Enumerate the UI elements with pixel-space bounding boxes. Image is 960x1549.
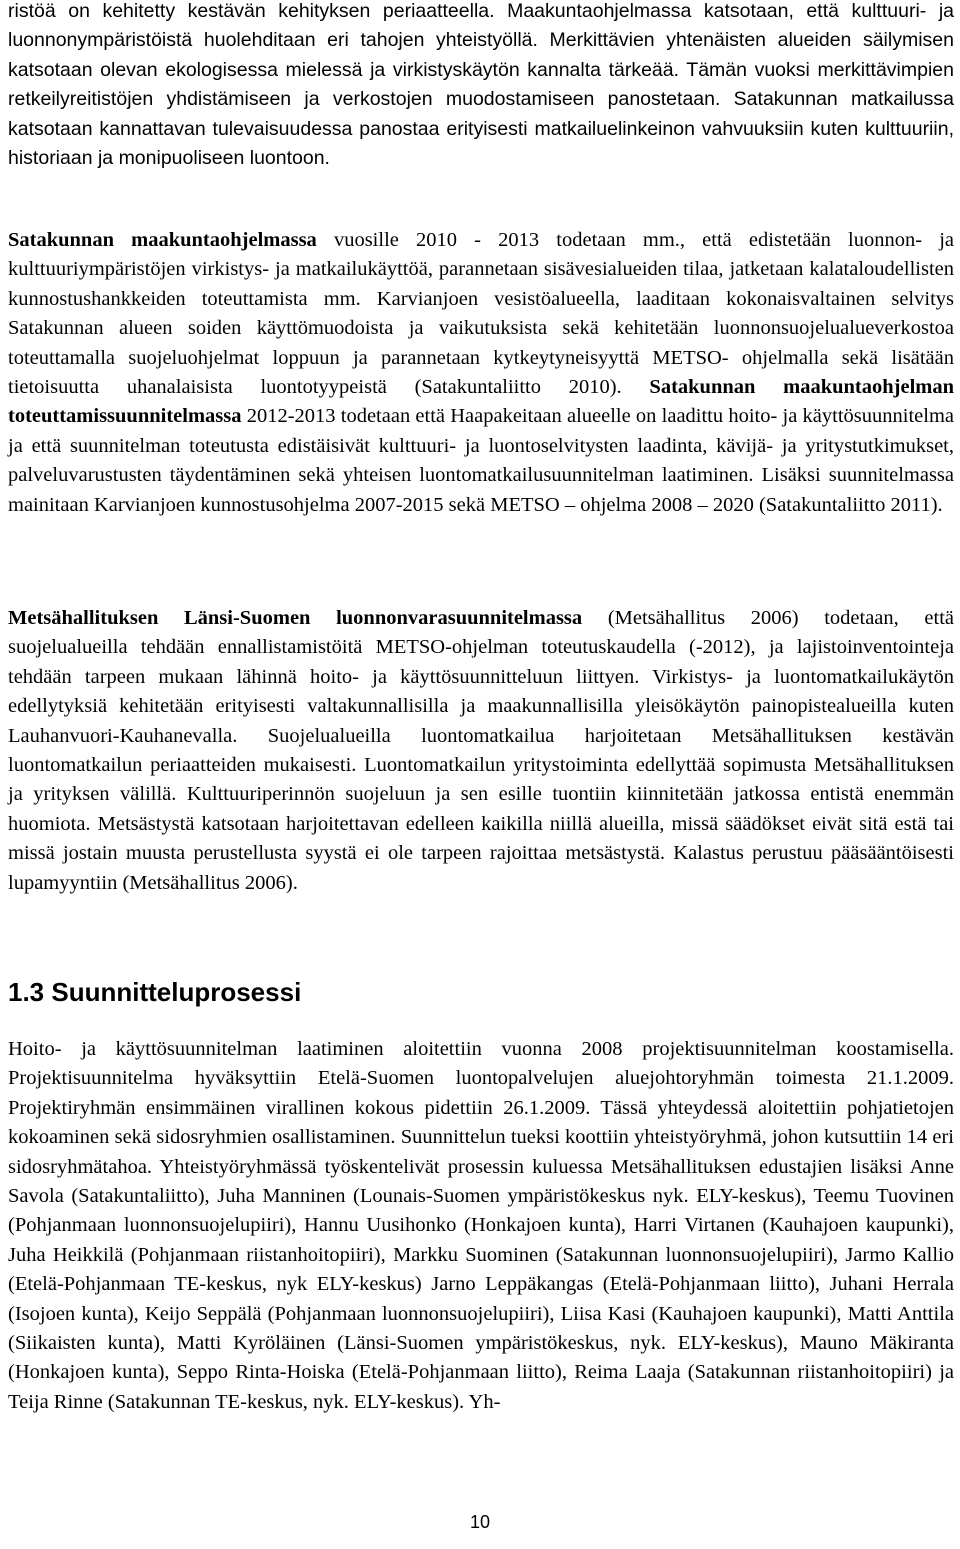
page-number: 10 xyxy=(469,1512,491,1532)
paragraph-maakuntaohjelma xyxy=(8,226,954,520)
bold-term-toteuttamissuunnitelma: Satakunnan maakuntaohjelman toteuttamissuunnitelmassa xyxy=(8,376,954,428)
paragraph-text: 2012-2013 todetaan että Haapakeitaan alueelle on laadittu hoito- ja käyttösuunnitelma ja että suunnitelman toteutusta edistäisivät kulttuuri- ja luontoselvitysten laadinta, kävijä- ja yritystutkimukset, palveluvarustusten täydentäminen sekä yhteisen luontomatkailusuunnitelman laatiminen. Lisäksi suunnitelmassa mainitaan Karvianjoen kunnostusohjelma 2007-2015 sekä METSO – ohjelma 2008 – 2020 (Satakuntaliitto 2011). xyxy=(8,405,954,516)
paragraph-text: (Metsähallitus 2006) todetaan, että suojelualueilla tehdään ennallistamistöitä METSO-ohjelman toteutuskaudella (-2012), ja lajistoinventointeja tehdään tarpeen mukaan lähinnä hoito- ja käyttösuunnitteluun liittyen. Virkistys- ja luontomatkailukäytön edellytyksiä kehitetään erityisesti valtakunnallisilla ja maakunnallisilla yleisökäytön painopistealueilla kuten Lauhanvuori-Kauhanevalla. Suojelualueilla luontomatkailua harjoitetaan Metsähallituksen kestävän luontomatkailun periaatteiden mukaisesti. Luontomatkailun yritystoiminta edellyttää sopimusta Metsähallituksen ja yrityksen välillä. Kulttuuriperinnön suojeluun ja sen esille tuontiin kiinnitetään jatkossa entistä enemmän huomiota. Metsästystä katsotaan harjoitettavan edelleen kaikilla niillä alueilla, missä säädökset eivät sitä estä tai missä jostain muusta perustellusta syystä ei ole tarpeen rajoittaa metsästystä. Kalastus perustuu pääsääntöisesti lupamyyntiin (Metsähallitus 2006). xyxy=(8,607,954,894)
paragraph-suunnitteluprosessi: Hoito- ja käyttösuunnitelman laatiminen aloitettiin vuonna 2008 projektisuunnitelman koostamisella. Projektisuunnitelma hyväksyttiin Etelä-Suomen luontopalvelujen aluejohtoryhmän toimesta 21.1.2009. Projektiryhmän ensimmäinen virallinen kokous pidettiin 26.1.2009. Tässä yhteydessä aloitettiin pohjatietojen kokoaminen sekä sidosryhmien osallistaminen. Suunnittelun tueksi koottiin yhteistyöryhmä, johon kutsuttiin 14 eri sidosryhmätahoa. Yhteistyöryhmässä työskentelivät prosessin kuluessa Metsähallituksen edustajien lisäksi Anne Savola (Satakuntaliitto), Juha Manninen (Lounais-Suomen ympäristökeskus nyk. ELY-keskus), Teemu Tuovinen (Pohjanmaan luonnonsuojelupiiri), Hannu Uusihonko (Honkajoen kunta), Harri Virtanen (Kauhajoen kaupunki), Juha Heikkilä (Pohjanmaan riistanhoitopiiri), Markku Suominen (Satakunnan luonnonsuojelupiiri), Jarmo Kallio (Etelä-Pohjanmaan TE-keskus, nyk ELY-keskus) Jarno Leppäkangas (Etelä-Pohjanmaan liitto), Juhani Herrala (Isojoen kunta), Keijo Seppälä (Pohjanmaan luonnonsuojelupiiri), Liisa Kasi (Kauhajoen kaupunki), Matti Anttila (Siikaisten kunta), Matti Kyröläinen (Länsi-Suomen ympäristökeskus, nyk. ELY-keskus), Mauno Mäkiranta (Honkajoen kunta), Seppo Rinta-Hoiska (Etelä-Pohjanmaan liitto), Reima Laaja (Satakunnan riistanhoitopiiri) ja Teija Rinne (Satakunnan TE-keskus, nyk. ELY-keskus). Yh- xyxy=(8,1038,954,1413)
bold-term-luonnonvarasuunnitelma: Metsähallituksen Länsi-Suomen luonnonvarasuunnitelmassa xyxy=(8,607,583,629)
section-heading: 1.3 Suunnitteluprosessi xyxy=(8,977,302,1007)
bold-term-maakuntaohjelma: Satakunnan maakuntaohjelmassa xyxy=(8,229,317,251)
paragraph-intro-continued: ristöä on kehitetty kestävän kehityksen periaatteella. Maakuntaohjelmassa katsotaan, että kulttuuri- ja luonnonympäristöistä huolehditaan eri tahojen yhteistyöllä. Merkittävien yhtenäisten alueiden säilymisen katsotaan olevan ekologisessa mielessä ja virkistyskäytön kannalta tärkeää. Tämän vuoksi merkittävimpien retkeilyreitistöjen yhdistämiseen ja verkostojen muodostamiseen panostetaan. Satakunnan matkailussa katsotaan kannattavan tulevaisuudessa panostaa erityisesti matkailuelinkeinon vahvuuksiin kuten kulttuuriin, historiaan ja monipuoliseen luontoon. xyxy=(8,0,954,170)
paragraph-text: vuosille 2010 - 2013 todetaan mm., että edistetään luonnon- ja kulttuuriympäristöjen virkistys- ja matkailukäyttöä, parannetaan sisävesialueiden tilaa, jatketaan kalataloudellisten kunnostushankkeiden toteuttamista mm. Karvianjoen vesistöalueella, laaditaan kokonaisvaltainen selvitys Satakunnan alueen soiden käyttömuodoista ja vaikutuksista sekä kehitetään luonnonsuojelualueverkostoa toteuttamalla suojeluohjelmat loppuun ja parannetaan kytkeytyneisyyttä METSO- ohjelmalla sekä lisätään tietoisuutta uhanalaisista luontotyypeistä (Satakuntaliitto 2010). xyxy=(8,229,954,399)
paragraph-luonnonvarasuunnitelma xyxy=(8,604,954,898)
